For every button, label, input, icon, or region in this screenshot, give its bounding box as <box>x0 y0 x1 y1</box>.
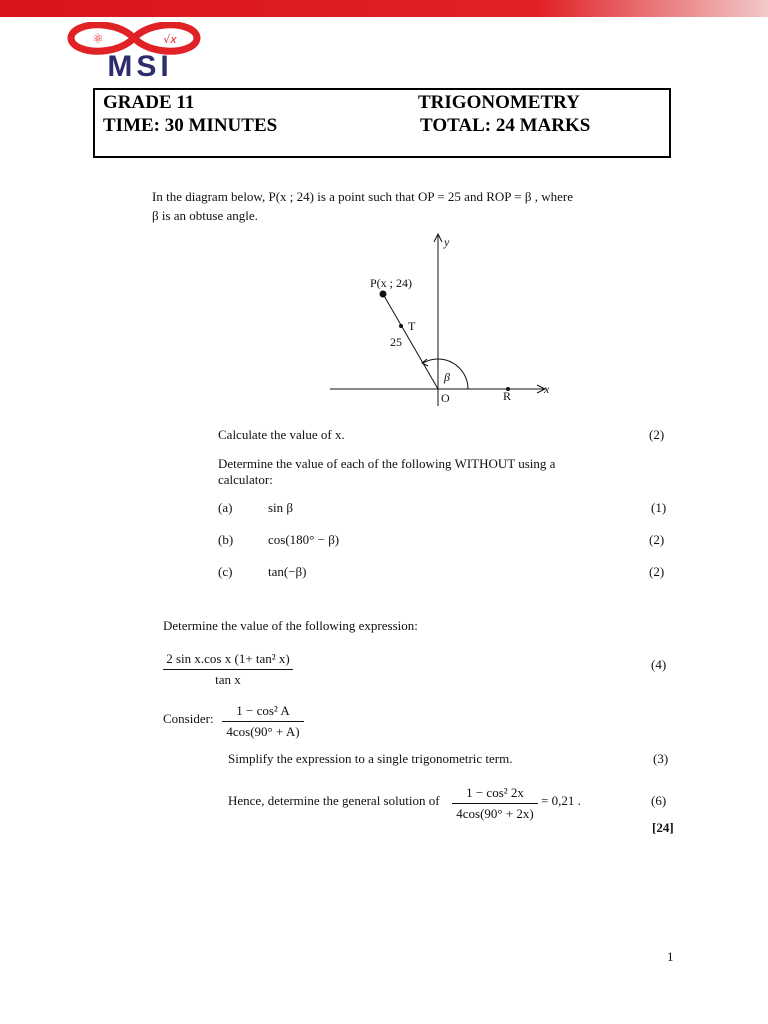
origin-label: O <box>441 391 450 405</box>
q4-hence-denominator: 4cos(90° + 2x) <box>456 806 534 821</box>
q4-simplify-marks: (3) <box>653 751 669 766</box>
q2-intro-line-1: Determine the value of each of the following WITHOUT using a <box>218 456 556 471</box>
q2c-label: (c) <box>218 564 233 579</box>
logo-wordmark: MSI <box>107 50 173 83</box>
q2a-expr: sin β <box>268 500 294 515</box>
q1-marks: (2) <box>649 427 665 442</box>
atom-symbol: ⚛ <box>92 32 104 47</box>
subject-label: TRIGONOMETRY <box>418 92 580 113</box>
angle-arc-arrow <box>422 359 428 366</box>
q2c-expr: tan(−β) <box>268 564 307 579</box>
y-axis-label: y <box>444 235 450 249</box>
intro-line-2: β is an obtuse angle. <box>152 208 258 223</box>
intro-line-1: In the diagram below, P(x ; 24) is a point such that OP = 25 and ROP = β , where <box>152 189 573 204</box>
x-axis-label: x <box>544 382 550 396</box>
q4-hence-rhs: = 0,21 . <box>541 793 581 808</box>
q3-numerator: 2 sin x.cos x (1+ tan² x) <box>163 651 293 670</box>
q2-intro-line-2: calculator: <box>218 472 273 487</box>
q4-hence-fraction <box>452 785 538 822</box>
q3-denominator: tan x <box>215 672 241 687</box>
q2a-label: (a) <box>218 500 233 515</box>
q4-hence-text: Hence, determine the general solution of <box>228 793 440 808</box>
total-label: TOTAL: 24 MARKS <box>420 115 591 136</box>
q2c-marks: (2) <box>649 564 665 579</box>
sqrt-symbol: √x <box>163 33 177 46</box>
point-r-label: R <box>503 389 512 403</box>
point-t-dot <box>399 324 403 328</box>
q1-text: Calculate the value of x. <box>218 427 345 442</box>
angle-label: β <box>444 370 450 384</box>
total-marks: [24] <box>652 820 674 835</box>
q4-fraction <box>222 703 304 740</box>
q4-simplify-text: Simplify the expression to a single trigonometric term. <box>228 751 513 766</box>
time-label: TIME: 30 MINUTES <box>103 115 278 136</box>
point-t-label: T <box>408 319 416 333</box>
q2b-expr: cos(180° − β) <box>268 532 340 547</box>
page-number: 1 <box>667 949 674 964</box>
q2b-marks: (2) <box>649 532 665 547</box>
top-brand-bar <box>0 0 768 17</box>
q4-hence-numerator: 1 − cos² 2x <box>452 785 538 804</box>
q4-denominator: 4cos(90° + A) <box>226 724 300 739</box>
q4-hence-marks: (6) <box>651 793 667 808</box>
length-label: 25 <box>390 335 402 349</box>
q2a-marks: (1) <box>651 500 667 515</box>
q3-fraction <box>163 651 293 688</box>
q2b-label: (b) <box>218 532 234 547</box>
grade-label: GRADE 11 <box>103 92 195 113</box>
point-p-dot <box>380 291 387 298</box>
q3-text: Determine the value of the following expression: <box>163 618 418 633</box>
point-p-label: P(x ; 24) <box>370 276 412 290</box>
q3-marks: (4) <box>651 657 667 672</box>
q4-numerator: 1 − cos² A <box>222 703 304 722</box>
q4-consider: Consider: <box>163 711 214 726</box>
